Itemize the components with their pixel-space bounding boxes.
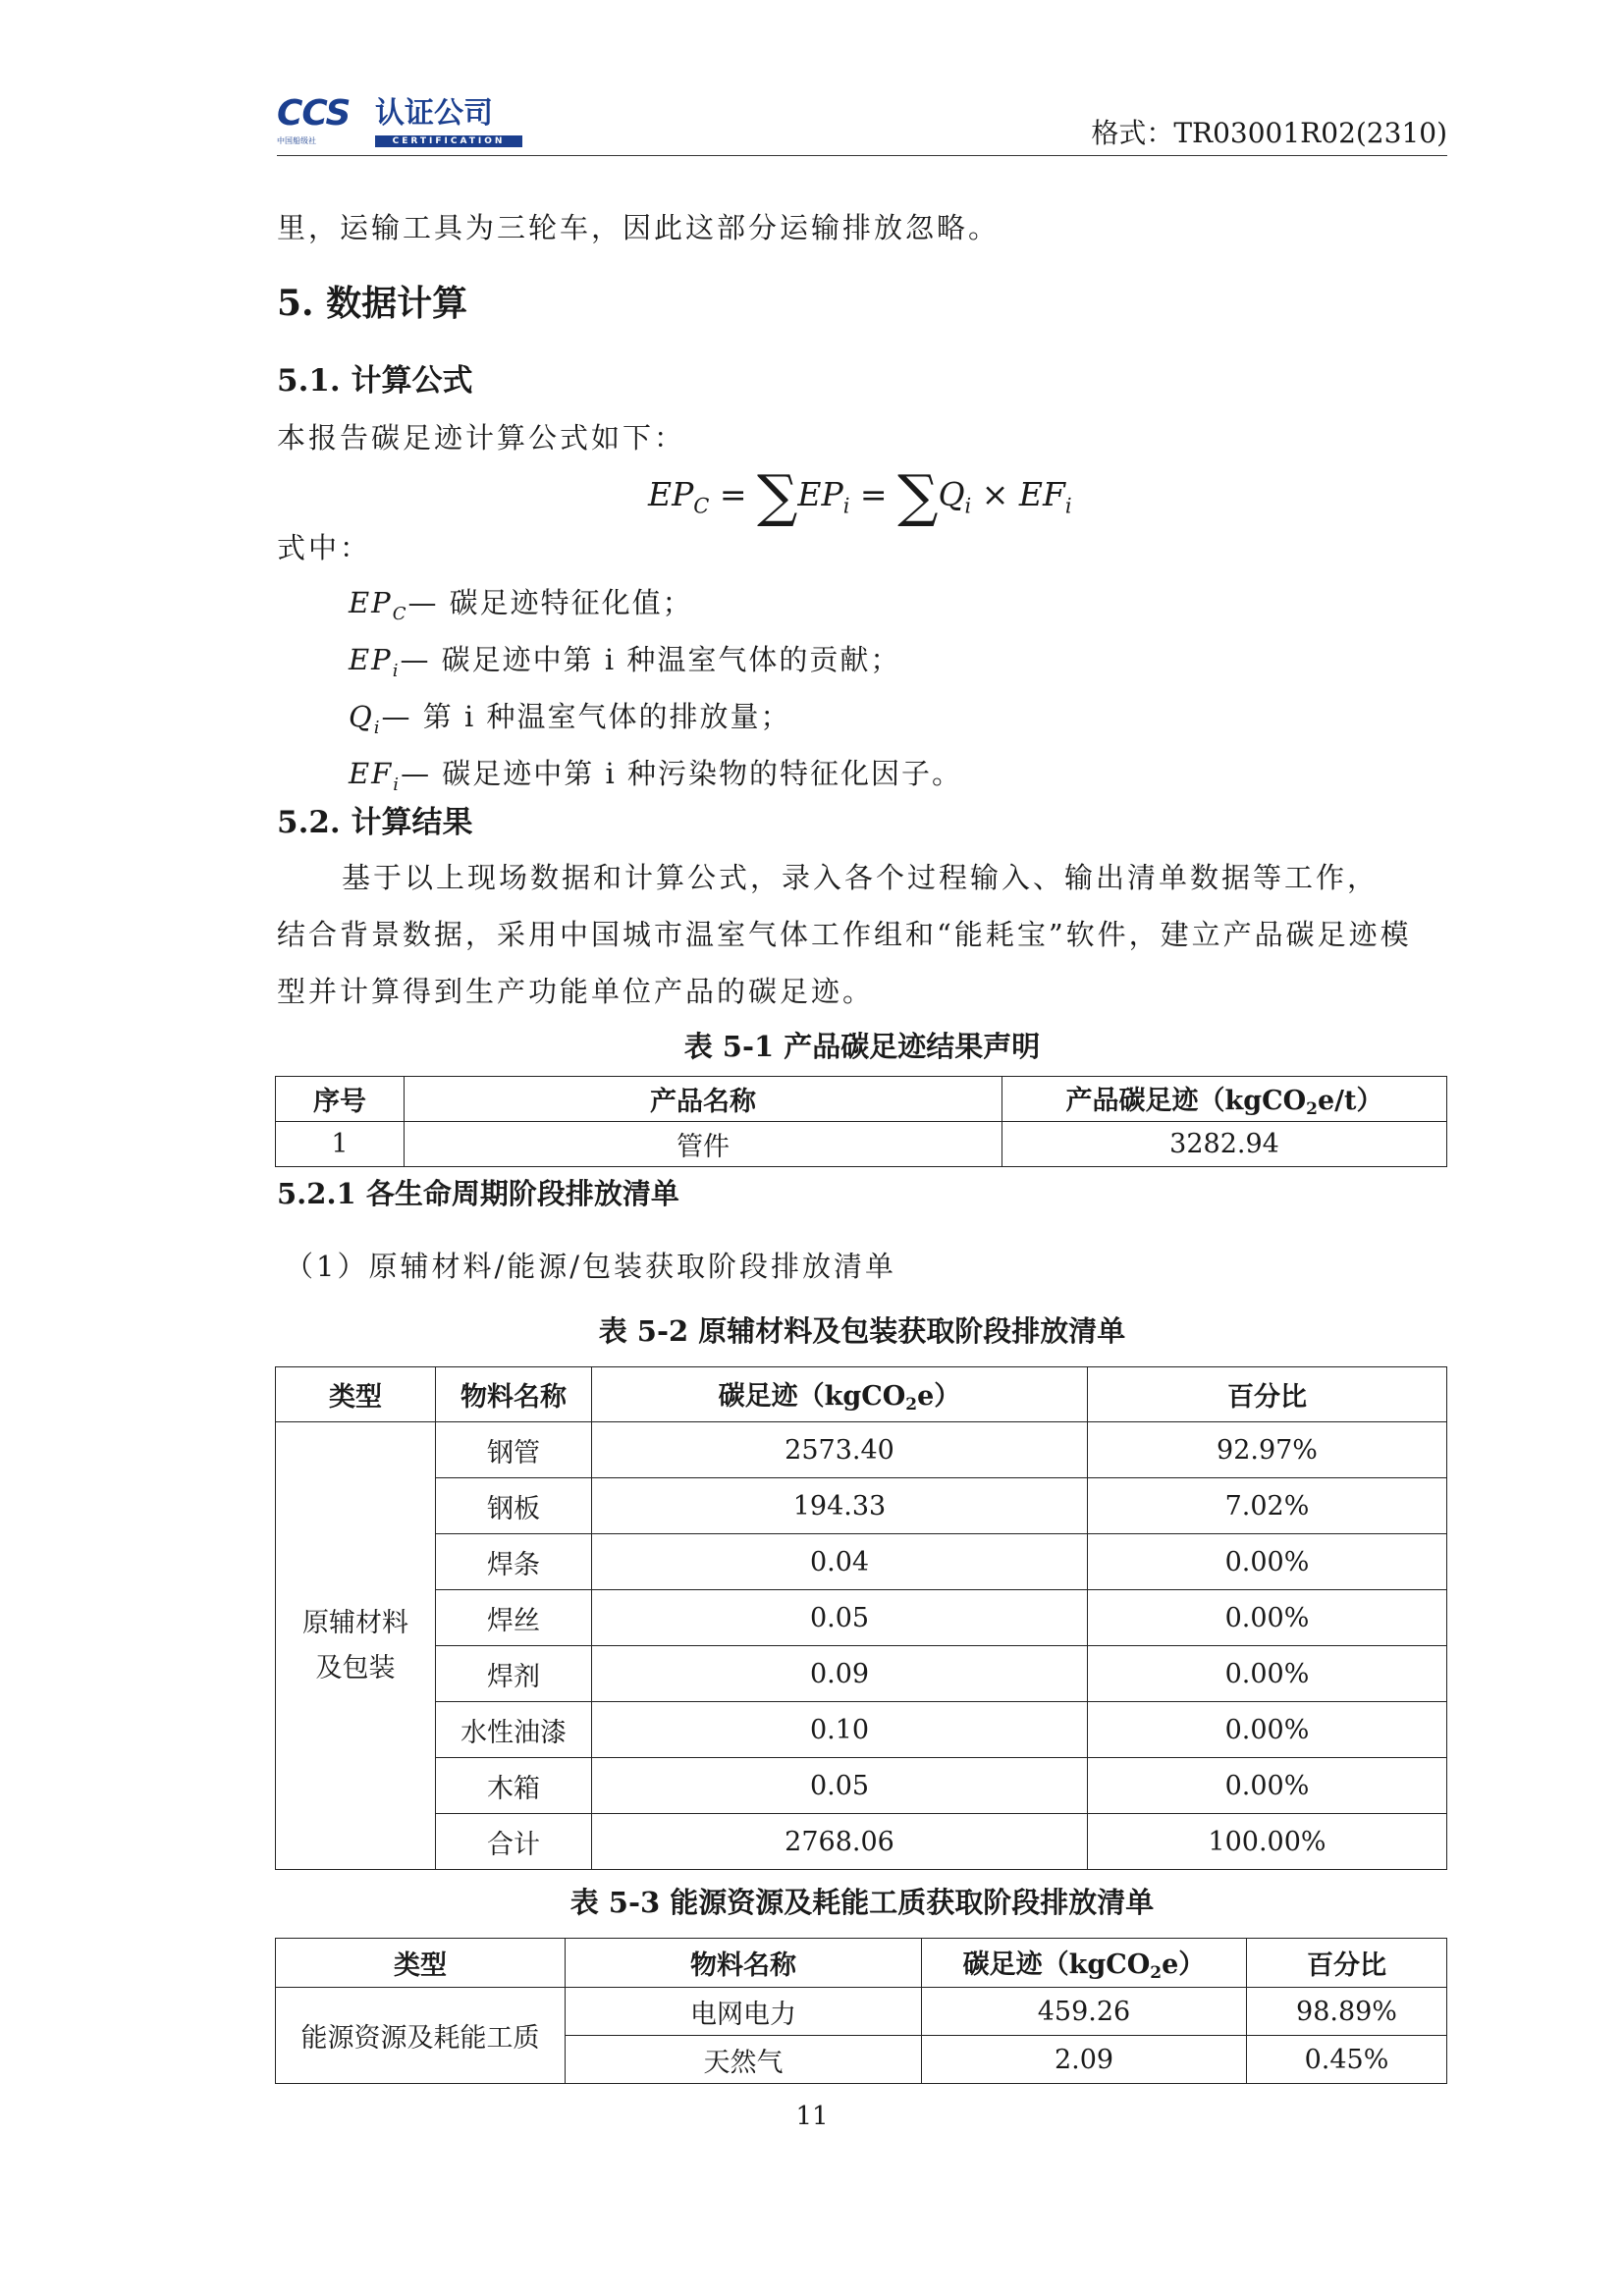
table-row xyxy=(276,1534,1447,1590)
intro-line: 里，运输工具为三轮车，因此这部分运输排放忽略。 xyxy=(277,211,1001,244)
col-header-material: 物料名称 xyxy=(436,1367,592,1422)
results-paragraph-line-3: 型并计算得到生产功能单位产品的碳足迹。 xyxy=(277,975,875,1008)
logo-sub-text: 中国船级社 xyxy=(277,136,316,145)
cell-footprint: 2768.06 xyxy=(592,1814,1088,1870)
cell-material: 钢板 xyxy=(436,1478,592,1534)
cell-product-name: 管件 xyxy=(405,1122,1002,1167)
cell-footprint: 194.33 xyxy=(592,1478,1088,1534)
cell-footprint: 0.04 xyxy=(592,1534,1088,1590)
cell-category: 原辅材料 及包装 xyxy=(276,1422,436,1870)
col-header-product-footprint: 产品碳足迹（kgCO2e/t） xyxy=(1002,1077,1447,1122)
cell-material: 合计 xyxy=(436,1814,592,1870)
format-code: 格式：TR03001R02(2310) xyxy=(1091,117,1447,149)
definition-epc: $EP_C—$ 碳足迹特征化值； xyxy=(349,586,693,624)
table-header-row xyxy=(276,1077,1447,1122)
section-5-2-1-subheading: （1）原辅材料/能源/包装获取阶段排放清单 xyxy=(285,1250,896,1283)
cell-percentage: 0.00% xyxy=(1088,1702,1447,1758)
logo-ccs-text: CCS xyxy=(277,93,351,133)
col-header-percentage: 百分比 xyxy=(1088,1367,1447,1422)
cell-material: 电网电力 xyxy=(566,1988,922,2036)
cell-material: 天然气 xyxy=(566,2036,922,2084)
cell-footprint: 0.05 xyxy=(592,1758,1088,1814)
results-paragraph-line-2: 结合背景数据，采用中国城市温室气体工作组和“能耗宝”软件，建立产品碳足迹模 xyxy=(277,918,1412,951)
logo-certification-bar: CERTIFICATION xyxy=(375,135,522,147)
col-header-type: 类型 xyxy=(276,1939,566,1988)
cell-percentage: 0.00% xyxy=(1088,1758,1447,1814)
table-row xyxy=(276,1646,1447,1702)
cell-material: 钢管 xyxy=(436,1422,592,1478)
carbon-footprint-formula: $EP_C = \sum EP_i = \sum Q_i \times EF_i$ xyxy=(648,462,1072,529)
cell-footprint: 0.09 xyxy=(592,1646,1088,1702)
definition-qi: $Q_i—$ 第 i 种温室气体的排放量； xyxy=(349,700,791,738)
cell-footprint: 2573.40 xyxy=(592,1422,1088,1478)
formula-intro: 本报告碳足迹计算公式如下： xyxy=(277,421,686,454)
cell-material: 焊丝 xyxy=(436,1590,592,1646)
cell-category: 能源资源及耗能工质 xyxy=(276,1988,566,2084)
cell-material: 焊条 xyxy=(436,1534,592,1590)
cell-footprint-value: 3282.94 xyxy=(1002,1122,1447,1167)
section-5-heading: 5. 数据计算 xyxy=(277,283,468,324)
cell-percentage: 98.89% xyxy=(1247,1988,1447,2036)
logo-tagline xyxy=(277,124,365,132)
col-header-carbon-footprint: 碳足迹（kgCO2e） xyxy=(922,1939,1247,1988)
where-label: 式中： xyxy=(277,531,372,564)
definition-epi: $EP_i—$ 碳足迹中第 i 种温室气体的贡献； xyxy=(349,643,901,681)
table-5-1 xyxy=(275,1076,1447,1167)
cell-footprint: 0.10 xyxy=(592,1702,1088,1758)
logo-cn-text: 认证公司 xyxy=(375,96,493,131)
table-row xyxy=(276,1758,1447,1814)
cell-percentage: 0.45% xyxy=(1247,2036,1447,2084)
cell-percentage: 0.00% xyxy=(1088,1646,1447,1702)
page-number: 11 xyxy=(795,2102,829,2131)
col-header-percentage: 百分比 xyxy=(1247,1939,1447,1988)
col-header-type: 类型 xyxy=(276,1367,436,1422)
results-paragraph-line-1: 基于以上现场数据和计算公式，录入各个过程输入、输出清单数据等工作， xyxy=(342,861,1380,894)
definition-efi: $EF_i—$ 碳足迹中第 i 种污染物的特征化因子。 xyxy=(349,757,962,795)
table-row xyxy=(276,1122,1447,1167)
table-5-1-caption: 表 5-1 产品碳足迹结果声明 xyxy=(683,1030,1041,1063)
section-5-1-heading: 5.1. 计算公式 xyxy=(277,363,473,399)
section-5-2-1-heading: 5.2.1 各生命周期阶段排放清单 xyxy=(277,1177,679,1210)
table-header-row xyxy=(276,1939,1447,1988)
cell-material: 焊剂 xyxy=(436,1646,592,1702)
col-header-product-name: 产品名称 xyxy=(405,1077,1002,1122)
table-5-3 xyxy=(275,1938,1447,2084)
cell-percentage: 100.00% xyxy=(1088,1814,1447,1870)
table-5-3-caption: 表 5-3 能源资源及耗能工质获取阶段排放清单 xyxy=(569,1886,1155,1919)
cell-percentage: 7.02% xyxy=(1088,1478,1447,1534)
section-5-2-heading: 5.2. 计算结果 xyxy=(277,805,473,840)
ccs-logo xyxy=(277,94,532,147)
table-row xyxy=(276,1478,1447,1534)
cell-percentage: 0.00% xyxy=(1088,1590,1447,1646)
cell-material: 木箱 xyxy=(436,1758,592,1814)
cell-footprint: 0.05 xyxy=(592,1590,1088,1646)
col-header-carbon-footprint: 碳足迹（kgCO2e） xyxy=(592,1367,1088,1422)
col-header-index: 序号 xyxy=(276,1077,405,1122)
table-row xyxy=(276,1590,1447,1646)
col-header-material: 物料名称 xyxy=(566,1939,922,1988)
table-row xyxy=(276,1702,1447,1758)
cell-percentage: 92.97% xyxy=(1088,1422,1447,1478)
table-total-row xyxy=(276,1814,1447,1870)
cell-material: 水性油漆 xyxy=(436,1702,592,1758)
table-row xyxy=(276,1422,1447,1478)
cell-footprint: 2.09 xyxy=(922,2036,1247,2084)
cell-index: 1 xyxy=(276,1122,405,1167)
table-5-2-caption: 表 5-2 原辅材料及包装获取阶段排放清单 xyxy=(598,1314,1126,1348)
cell-footprint: 459.26 xyxy=(922,1988,1247,2036)
table-5-2 xyxy=(275,1366,1447,1870)
cell-percentage: 0.00% xyxy=(1088,1534,1447,1590)
table-row xyxy=(276,1988,1447,2036)
table-header-row xyxy=(276,1367,1447,1422)
header-rule xyxy=(277,155,1447,156)
